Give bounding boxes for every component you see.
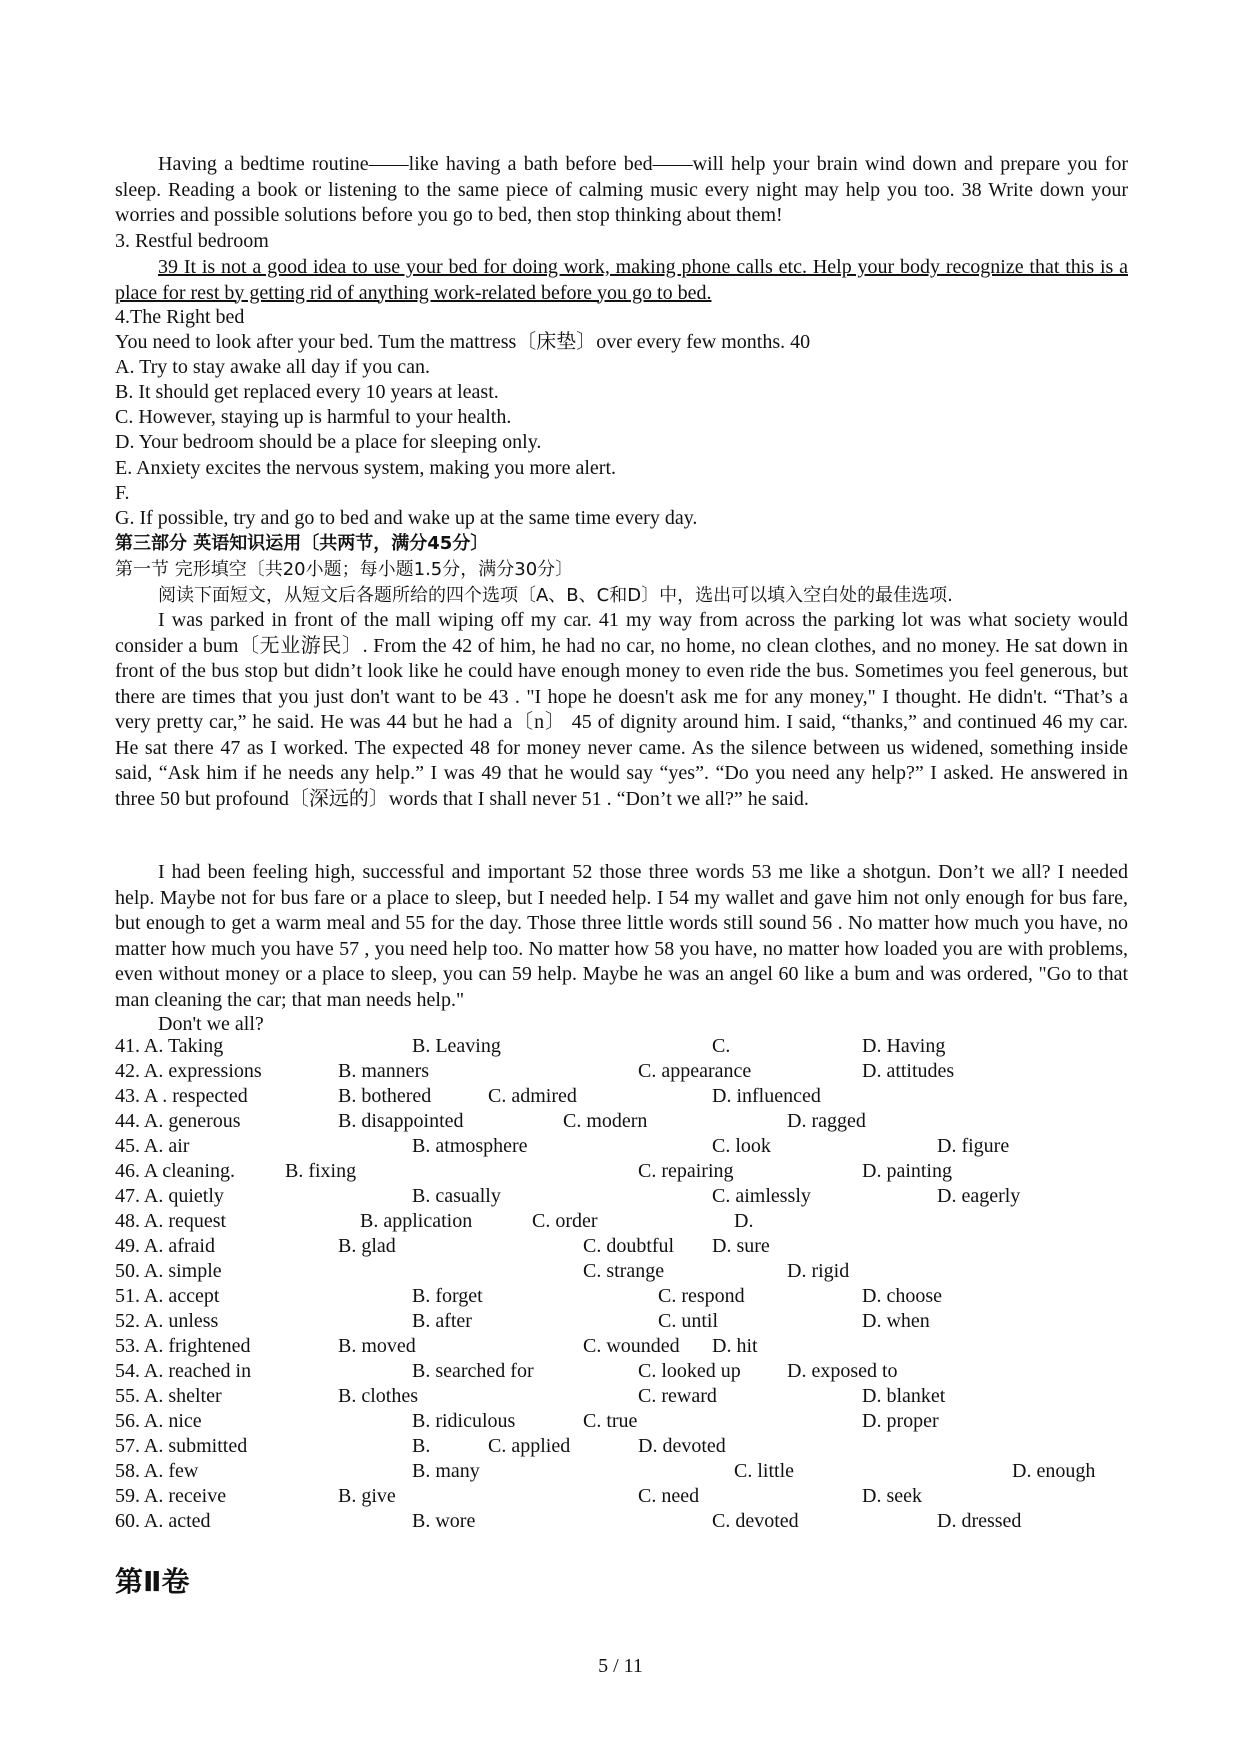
option-a: 52. A. unless xyxy=(115,1310,219,1332)
option-d: D. choose xyxy=(862,1285,942,1307)
option-b: B. application xyxy=(360,1210,473,1232)
option-c: C. until xyxy=(658,1310,719,1332)
option-c: C. little xyxy=(734,1460,794,1482)
option-d: D. exposed to xyxy=(787,1360,898,1382)
option-d: D. proper xyxy=(862,1410,939,1432)
part3-title: 第三部分 英语知识运用〔共两节，满分45分〕 xyxy=(115,533,489,554)
choice-g: G. If possible, try and go to bed and wake up at the same time every day. xyxy=(115,507,698,529)
option-c: C. true xyxy=(583,1410,638,1432)
option-c: C. devoted xyxy=(712,1510,799,1532)
option-row xyxy=(0,1284,1241,1309)
option-c: C. xyxy=(712,1035,731,1057)
option-b: B. fixing xyxy=(285,1160,357,1182)
option-a: 59. A. receive xyxy=(115,1485,227,1507)
option-a: 56. A. nice xyxy=(115,1410,202,1432)
option-c: C. order xyxy=(532,1210,598,1232)
choice-f: F. xyxy=(115,482,130,504)
option-b: B. after xyxy=(412,1310,472,1332)
option-b: B. searched for xyxy=(412,1360,534,1382)
option-row xyxy=(0,1259,1241,1284)
option-row xyxy=(0,1234,1241,1259)
option-a: 57. A. submitted xyxy=(115,1435,248,1457)
option-b: B. wore xyxy=(412,1510,476,1532)
option-d: D. influenced xyxy=(712,1085,821,1107)
option-b: B. atmosphere xyxy=(412,1135,528,1157)
option-b: B. ridiculous xyxy=(412,1410,516,1432)
option-c: C. admired xyxy=(488,1085,577,1107)
instructions: 阅读下面短文，从短文后各题所给的四个选项〔A、B、C和D〕中，选出可以填入空白处的最佳选项. xyxy=(158,585,953,606)
option-c: C. aimlessly xyxy=(712,1185,811,1207)
passage-paragraph-1: I was parked in front of the mall wiping off my car. 41 my way from across the parking lot was what society would consider a bum〔无业游民〕. From the 42 of him, he had no car, no home, no clean clothes, and no money. He sat down in front of the bus stop but didn’t look like he could have enough money to even ride the bus. Sometimes you feel generous, but there are times that you just don't want to be 43 . "I hope he doesn't ask me for any money," I thought. He didn't. “That’s a very pretty car,” he said. He was 44 but he had a〔n〕 45 of dignity around him. I said, “thanks,” and continued 46 my car. He sat there 47 as I worked. The expected 48 for money never came. As the silence between us widened, something inside said, “Ask him if he needs any help.” I was 49 that he would say “yes”. “Do you need any help?” I asked. He answered in three 50 but profound〔深远的〕words that I shall never 51 . “Don’t we all?” he said. xyxy=(115,609,1128,810)
option-c: C. looked up xyxy=(638,1360,741,1382)
option-d: D. Having xyxy=(862,1035,946,1057)
option-a: 53. A. frightened xyxy=(115,1335,251,1357)
option-c: C. strange xyxy=(583,1260,665,1282)
option-d: D. eagerly xyxy=(937,1185,1021,1207)
option-row xyxy=(0,1084,1241,1109)
option-b: B. give xyxy=(338,1485,396,1507)
option-c: C. doubtful xyxy=(583,1235,675,1257)
option-row xyxy=(0,1484,1241,1509)
option-row xyxy=(0,1384,1241,1409)
option-d: D. xyxy=(734,1210,754,1232)
heading-restful-bedroom: 3. Restful bedroom xyxy=(115,230,269,252)
option-a: 43. A . respected xyxy=(115,1085,248,1107)
option-c: C. reward xyxy=(638,1385,717,1407)
option-b: B. Leaving xyxy=(412,1035,501,1057)
option-c: C. wounded xyxy=(583,1335,680,1357)
option-d: D. seek xyxy=(862,1485,922,1507)
choice-e: E. Anxiety excites the nervous system, making you more alert. xyxy=(115,457,616,479)
option-row xyxy=(0,1034,1241,1059)
option-a: 51. A. accept xyxy=(115,1285,220,1307)
option-d: D. ragged xyxy=(787,1110,866,1132)
option-c: C. repairing xyxy=(638,1160,734,1182)
passage-end: Don't we all? xyxy=(158,1013,264,1035)
option-row xyxy=(0,1184,1241,1209)
choice-a: A. Try to stay awake all day if you can. xyxy=(115,356,430,378)
section1-title: 第一节 完形填空〔共20小题；每小题1.5分，满分30分〕 xyxy=(115,559,574,580)
option-c: C. look xyxy=(712,1135,771,1157)
volume-2-title: 第Ⅱ卷 xyxy=(115,1565,190,1598)
option-row xyxy=(0,1059,1241,1084)
option-a: 54. A. reached in xyxy=(115,1360,252,1382)
option-row xyxy=(0,1134,1241,1159)
option-c: C. respond xyxy=(658,1285,745,1307)
option-d: D. devoted xyxy=(638,1435,726,1457)
option-c: C. need xyxy=(638,1485,700,1507)
option-d: D. sure xyxy=(712,1235,770,1257)
option-a: 44. A. generous xyxy=(115,1110,241,1132)
option-d: D. figure xyxy=(937,1135,1010,1157)
routine-paragraph: Having a bedtime routine——like having a bath before bed——will help your brain wind down and prepare you for sleep. Reading a book or listening to the same piece of calming music every night may help you too. 38 Write down your worries and possible solutions before you go to bed, then stop thinking about them! xyxy=(115,153,1128,226)
option-d: D. hit xyxy=(712,1335,758,1357)
option-d: D. when xyxy=(862,1310,930,1332)
option-a: 58. A. few xyxy=(115,1460,199,1482)
item-39-paragraph: 39 It is not a good idea to use your bed for doing work, making phone calls etc. Help your body recognize that this is a place for rest by getting rid of anything work-related before you go to bed. xyxy=(115,256,1128,304)
passage-paragraph-2: I had been feeling high, successful and important 52 those three words 53 me like a shotgun. Don’t we all? I needed help. Maybe not for bus fare or a place to sleep, but I needed help. I 54 my wallet and gave him not only enough for bus fare, but enough to get a warm meal and 55 for the day. Those three little words still sound 56 . No matter how much you have, no matter how much you have 57 , you need help too. No matter how 58 you have, no matter how loaded you are with problems, even without money or a place to sleep, you can 59 help. Maybe he was an angel 60 like a bum and was ordered, "Go to that man cleaning the car; that man needs help." xyxy=(115,861,1128,1011)
option-d: D. blanket xyxy=(862,1385,946,1407)
option-d: D. rigid xyxy=(787,1260,850,1282)
option-b: B. casually xyxy=(412,1185,501,1207)
option-b: B. forget xyxy=(412,1285,483,1307)
option-row xyxy=(0,1459,1241,1484)
option-row xyxy=(0,1109,1241,1134)
option-b: B. moved xyxy=(338,1335,416,1357)
option-d: D. dressed xyxy=(937,1510,1022,1532)
option-row xyxy=(0,1209,1241,1234)
choice-d: D. Your bedroom should be a place for sleeping only. xyxy=(115,431,542,453)
option-row xyxy=(0,1159,1241,1184)
option-b: B. bothered xyxy=(338,1085,432,1107)
option-b: B. glad xyxy=(338,1235,396,1257)
page-number: 5 / 11 xyxy=(598,1655,643,1677)
option-d: D. painting xyxy=(862,1160,952,1182)
option-row xyxy=(0,1359,1241,1384)
option-b: B. disappointed xyxy=(338,1110,464,1132)
heading-right-bed: 4.The Right bed xyxy=(115,306,245,328)
option-c: C. applied xyxy=(488,1435,571,1457)
option-row xyxy=(0,1434,1241,1459)
choice-c: C. However, staying up is harmful to your health. xyxy=(115,406,512,428)
option-c: C. appearance xyxy=(638,1060,752,1082)
option-b: B. clothes xyxy=(338,1385,418,1407)
option-c: C. modern xyxy=(563,1110,648,1132)
option-a: 48. A. request xyxy=(115,1210,227,1232)
option-row xyxy=(0,1309,1241,1334)
option-b: B. xyxy=(412,1435,431,1457)
option-row xyxy=(0,1334,1241,1359)
option-row xyxy=(0,1409,1241,1434)
option-b: B. manners xyxy=(338,1060,430,1082)
option-row xyxy=(0,1509,1241,1534)
option-a: 50. A. simple xyxy=(115,1260,222,1282)
option-a: 46. A cleaning. xyxy=(115,1160,235,1182)
option-a: 47. A. quietly xyxy=(115,1185,224,1207)
option-a: 45. A. air xyxy=(115,1135,190,1157)
option-a: 60. A. acted xyxy=(115,1510,211,1532)
option-a: 49. A. afraid xyxy=(115,1235,215,1257)
choice-b: B. It should get replaced every 10 years at least. xyxy=(115,381,499,403)
option-d: D. enough xyxy=(1012,1460,1096,1482)
option-d: D. attitudes xyxy=(862,1060,955,1082)
option-a: 41. A. Taking xyxy=(115,1035,224,1057)
option-a: 55. A. shelter xyxy=(115,1385,222,1407)
option-a: 42. A. expressions xyxy=(115,1060,262,1082)
item-40-line: You need to look after your bed. Tum the mattress〔床垫〕over every few months. 40 xyxy=(115,331,811,353)
option-b: B. many xyxy=(412,1460,480,1482)
